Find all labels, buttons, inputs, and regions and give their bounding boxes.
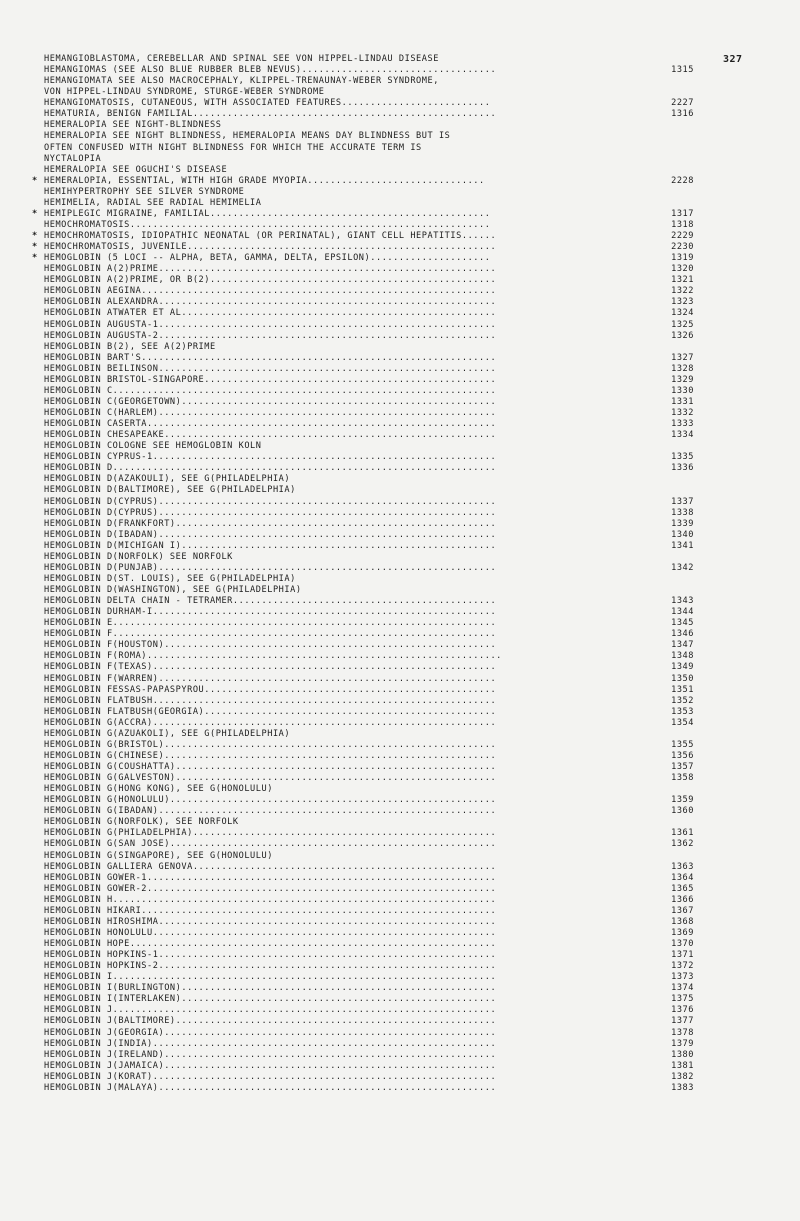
index-entry (44, 408, 718, 419)
entry-text: HEMOGLOBIN HIROSHIMA........................................................... (44, 916, 497, 927)
entry-number: 1335 (671, 452, 694, 463)
entry-text: HEMOGLOBIN H................................................................... (44, 894, 497, 905)
index-entry (44, 773, 718, 784)
index-entry (44, 264, 718, 275)
entry-text: HEMOGLOBIN C(GEORGETOWN)....................................................... (44, 396, 497, 407)
entry-text: NYCTALOPIA (44, 153, 102, 164)
entry-number: 1321 (671, 275, 694, 286)
entry-number: 1347 (671, 640, 694, 651)
entry-text: HEMOGLOBIN CHESAPEAKE.......................................................... (44, 430, 497, 441)
index-entry (32, 242, 718, 253)
entry-number: 1331 (671, 396, 694, 407)
index-entry (44, 120, 718, 131)
index-entry (44, 386, 718, 397)
index-entry (44, 485, 718, 496)
entry-number: 1329 (671, 374, 694, 385)
index-entry (44, 685, 718, 696)
index-entry (44, 463, 718, 474)
index-entry (44, 275, 718, 286)
entry-text: HEMOGLOBIN FLATBUSH............................................................ (44, 695, 497, 706)
entry-text: HEMOGLOBIN F(TEXAS)............................................................ (44, 662, 497, 673)
entry-text: HEMOGLOBIN G(ACCRA)............................................................ (44, 717, 497, 728)
index-entry (44, 828, 718, 839)
index-entry (44, 530, 718, 541)
entry-text: HEMOGLOBIN ATWATER ET AL....................................................... (44, 308, 497, 319)
entry-number: 1358 (671, 773, 694, 784)
entry-text: HEMIMELIA, RADIAL SEE RADIAL HEMIMELIA (44, 197, 262, 208)
index-entry (44, 762, 718, 773)
entry-text: HEMOGLOBIN FESSAS-PAPASPYROU................................................... (44, 684, 497, 695)
index-entry (44, 983, 718, 994)
entry-text: HEMANGIOBLASTOMA, CEREBELLAR AND SPINAL SEE VON HIPPEL-LINDAU DISEASE (44, 54, 439, 64)
entry-number: 1343 (671, 596, 694, 607)
index-entry (44, 331, 718, 342)
entry-text: HEMOGLOBIN HOPE................................................................ (44, 939, 497, 949)
index-entry (44, 65, 718, 76)
entry-number: 1376 (671, 1005, 694, 1016)
entry-text: HEMOGLOBIN D(CYPRUS)........................................................... (44, 496, 497, 507)
entry-number: 1330 (671, 385, 694, 396)
index-entry (44, 895, 718, 906)
entry-number: 1332 (671, 408, 694, 418)
index-entry (44, 98, 718, 109)
index-entry (44, 187, 718, 198)
index-entry (32, 175, 718, 187)
entry-text: HEMOGLOBIN E................................................................... (44, 618, 497, 629)
entry-text: HEMIPLEGIC MIGRAINE, FAMILIAL................................................. (44, 208, 491, 219)
entry-text: HEMOGLOBIN J(BALTIMORE)........................................................ (44, 1016, 497, 1027)
entry-number: 1381 (671, 1060, 694, 1071)
index-entry (44, 640, 718, 651)
entry-text: HEMOGLOBIN J(GEORGIA).......................................................... (44, 1027, 497, 1038)
entry-number: 1315 (671, 65, 694, 76)
index-entry (44, 375, 718, 386)
index-entry (44, 154, 718, 165)
index-entry (44, 1072, 718, 1083)
entry-text: HEMOGLOBIN B(2), SEE A(2)PRIME (44, 341, 216, 352)
index-entry (44, 508, 718, 519)
entry-number: 1382 (671, 1071, 694, 1082)
entry-text: HEMOGLOBIN C................................................................... (44, 385, 497, 396)
entry-marker: * (32, 242, 38, 253)
index-entry (44, 109, 718, 120)
entry-number: 2227 (671, 98, 694, 109)
entry-text: HEMOGLOBIN BART'S.............................................................. (44, 352, 497, 363)
entry-text: HEMOGLOBIN A(2)PRIME........................................................... (44, 264, 497, 275)
entry-text: HEMOGLOBIN J(JAMAICA).......................................................... (44, 1060, 497, 1071)
index-entry (44, 596, 718, 607)
entry-number: 1357 (671, 762, 694, 772)
entry-text: HEMERALOPIA, ESSENTIAL, WITH HIGH GRADE MYOPIA............................... (44, 175, 485, 186)
entry-number: 1365 (671, 883, 694, 894)
entry-number: 1338 (671, 507, 694, 518)
entry-text: HEMOGLOBIN G(GALVESTON)........................................................ (44, 773, 497, 784)
entry-text: HEMOGLOBIN FLATBUSH(GEORGIA)................................................... (44, 706, 497, 717)
index-entry (44, 552, 718, 563)
index-entry (44, 751, 718, 762)
index-entry (44, 607, 718, 618)
entry-number: 1322 (671, 286, 694, 297)
index-entry (44, 1061, 718, 1072)
index-entry (44, 972, 718, 983)
index-entry (44, 651, 718, 662)
entry-text: HEMOGLOBIN AUGUSTA-2........................................................... (44, 330, 497, 341)
index-entry (44, 441, 718, 452)
index-entry (44, 397, 718, 408)
entry-number: 1319 (671, 253, 694, 264)
entry-text: HEMOGLOBIN J................................................................... (44, 1005, 497, 1016)
entry-text: HEMOGLOBIN CASERTA............................................................. (44, 419, 497, 430)
entry-number: 2229 (671, 231, 694, 241)
entry-number: 1373 (671, 972, 694, 983)
entry-text: HEMOGLOBIN GOWER-2............................................................. (44, 883, 497, 894)
index-entry (44, 320, 718, 331)
entry-number: 1326 (671, 330, 694, 341)
entry-number: 1359 (671, 795, 694, 806)
entry-number: 1374 (671, 983, 694, 994)
entry-number: 1377 (671, 1016, 694, 1027)
index-entry (44, 541, 718, 552)
index-entry (44, 662, 718, 673)
entry-text: HEMOGLOBIN HOPKINS-2........................................................... (44, 961, 497, 972)
entry-text: HEMOCHROMATOSIS, IDIOPATHIC NEONATAL (OR PERINATAL), GIANT CELL HEPATITIS...... (44, 231, 497, 241)
index-entry (44, 784, 718, 795)
entry-text: HEMOGLOBIN AUGUSTA-1........................................................... (44, 319, 497, 330)
entry-number: 1328 (671, 363, 694, 374)
entry-text: HEMOGLOBIN COLOGNE SEE HEMOGLOBIN KOLN (44, 441, 262, 452)
entry-number: 1368 (671, 916, 694, 927)
index-entry (44, 729, 718, 740)
index-entry (44, 806, 718, 817)
entry-text: HEMANGIOMAS (SEE ALSO BLUE RUBBER BLEB NEVUS).................................. (44, 65, 497, 76)
entry-text: HEMOGLOBIN G(SINGAPORE), SEE G(HONOLULU) (44, 850, 273, 861)
entry-number: 1383 (671, 1082, 694, 1093)
entry-text: HEMOGLOBIN J(KORAT)............................................................ (44, 1071, 497, 1082)
entry-text: HEMANGIOMATOSIS, CUTANEOUS, WITH ASSOCIATED FEATURES.......................... (44, 98, 491, 109)
entry-text: HEMOGLOBIN F(HOUSTON).......................................................... (44, 640, 497, 651)
entry-number: 2230 (671, 242, 694, 253)
index-entry (44, 143, 718, 154)
entry-text: HEMOGLOBIN CYPRUS-1............................................................ (44, 452, 497, 463)
index-entry (44, 961, 718, 972)
index-entry (32, 231, 718, 242)
entry-text: HEMOGLOBIN GALLIERA GENOVA..................................................... (44, 861, 497, 872)
entry-text: HEMOGLOBIN D(FRANKFORT)........................................................ (44, 518, 497, 529)
entry-number: 1379 (671, 1038, 694, 1049)
index-entry (44, 87, 718, 98)
index-entry (44, 817, 718, 828)
entry-text: HEMOGLOBIN G(PHILADELPHIA)..................................................... (44, 828, 497, 839)
entry-text: HEMOGLOBIN G(BRISTOL).......................................................... (44, 739, 497, 750)
entry-number: 1380 (671, 1049, 694, 1060)
entry-text: HEMOGLOBIN D(NORFOLK) SEE NORFOLK (44, 551, 233, 562)
entry-marker: * (32, 231, 38, 241)
entry-number: 1364 (671, 872, 694, 883)
index-entry (44, 54, 718, 65)
entry-marker: * (32, 175, 38, 186)
index-entry (44, 795, 718, 806)
entry-text: HEMOCHROMATOSIS, JUVENILE...................................................... (44, 242, 497, 253)
entry-text: HEMOGLOBIN G(SAN JOSE)......................................................... (44, 839, 497, 850)
index-entry (44, 1005, 718, 1016)
entry-text: HEMOGLOBIN D(ST. LOUIS), SEE G(PHILADELPHIA) (44, 573, 296, 584)
entry-text: HEMOGLOBIN DELTA CHAIN - TETRAMER.............................................. (44, 596, 497, 607)
index-entry (44, 994, 718, 1005)
entry-text: HEMOGLOBIN I(BURLINGTON)....................................................... (44, 983, 497, 994)
index-entry (44, 917, 718, 928)
entry-text: HEMOGLOBIN F(WARREN)........................................................... (44, 673, 497, 684)
entry-number: 1363 (671, 861, 694, 872)
entry-text: HEMERALOPIA SEE OGUCHI'S DISEASE (44, 164, 228, 175)
entry-text: HEMOGLOBIN GOWER-1............................................................. (44, 872, 497, 883)
index-entry (44, 563, 718, 574)
entry-text: HEMOGLOBIN D(MICHIGAN I)....................................................... (44, 540, 497, 551)
index-entry (44, 519, 718, 530)
index-entry (44, 474, 718, 485)
entry-text: HEMOCHROMATOSIS............................................................... (44, 219, 491, 230)
entry-text: HEMOGLOBIN J(IRELAND).......................................................... (44, 1049, 497, 1060)
index-entry (44, 928, 718, 939)
entry-text: HEMOGLOBIN G(NORFOLK), SEE NORFOLK (44, 817, 239, 828)
entry-marker: * (32, 253, 38, 264)
index-entry (44, 950, 718, 961)
entry-text: HEMANGIOMATA SEE ALSO MACROCEPHALY, KLIPPEL-TRENAUNAY-WEBER SYNDROME, (44, 76, 439, 87)
index-entry (44, 906, 718, 917)
entry-text: HEMOGLOBIN ALEXANDRA........................................................... (44, 297, 497, 308)
index-entry (44, 939, 718, 950)
entry-number: 1367 (671, 905, 694, 916)
index-entry (44, 839, 718, 850)
index-entry (44, 862, 718, 873)
entry-text: HEMOGLOBIN D................................................................... (44, 463, 497, 474)
index-entry (44, 884, 718, 895)
index-entry (44, 452, 718, 463)
entry-marker: * (32, 208, 38, 219)
entry-number: 1336 (671, 463, 694, 474)
index-entry (44, 585, 718, 596)
entry-number: 1349 (671, 662, 694, 673)
entry-text: HEMIHYPERTROPHY SEE SILVER SYNDROME (44, 186, 245, 197)
index-entry (44, 342, 718, 353)
entry-text: HEMOGLOBIN G(AZUAKOLI), SEE G(PHILADELPHIA) (44, 728, 291, 739)
entry-number: 1354 (671, 717, 694, 728)
entry-text: OFTEN CONFUSED WITH NIGHT BLINDNESS FOR WHICH THE ACCURATE TERM IS (44, 142, 422, 153)
entry-number: 1378 (671, 1027, 694, 1038)
index-entry (44, 1050, 718, 1061)
entry-number: 1337 (671, 496, 694, 507)
entry-text: HEMOGLOBIN F................................................................... (44, 629, 497, 640)
entry-number: 1339 (671, 518, 694, 529)
index-entry (44, 707, 718, 718)
entry-number: 1370 (671, 939, 694, 949)
entry-text: HEMOGLOBIN D(PUNJAB)........................................................... (44, 562, 497, 573)
entry-number: 1316 (671, 109, 694, 120)
entry-number: 1362 (671, 839, 694, 850)
index-entry (44, 297, 718, 308)
entry-text: HEMOGLOBIN I(INTERLAKEN)....................................................... (44, 994, 497, 1005)
index-entry (44, 419, 718, 430)
entry-text: HEMOGLOBIN HONOLULU............................................................ (44, 927, 497, 938)
index-entry (44, 364, 718, 375)
index-entry (44, 430, 718, 441)
page-number: 327 (723, 54, 743, 65)
entry-number: 1324 (671, 308, 694, 319)
entry-text: HEMOGLOBIN J(INDIA)............................................................ (44, 1038, 497, 1049)
entry-text: VON HIPPEL-LINDAU SYNDROME, STURGE-WEBER SYNDROME (44, 87, 325, 98)
entry-number: 1320 (671, 264, 694, 275)
entry-text: HEMATURIA, BENIGN FAMILIAL..................................................... (44, 109, 497, 120)
entry-text: HEMOGLOBIN HIKARI.............................................................. (44, 905, 497, 916)
entry-text: HEMERALOPIA SEE NIGHT-BLINDNESS (44, 120, 222, 131)
entry-number: 1346 (671, 629, 694, 640)
entry-text: HEMOGLOBIN BRISTOL-SINGAPORE................................................... (44, 374, 497, 385)
index-entry (44, 1016, 718, 1027)
entry-text: HEMERALOPIA SEE NIGHT BLINDNESS, HEMERALOPIA MEANS DAY BLINDNESS BUT IS (44, 131, 451, 142)
index-entry (44, 851, 718, 862)
entry-number: 1345 (671, 618, 694, 629)
index-entry (44, 1028, 718, 1039)
entry-number: 1350 (671, 673, 694, 684)
index-entry (44, 740, 718, 751)
entry-number: 1351 (671, 684, 694, 695)
index-entry (44, 696, 718, 707)
entry-number: 1375 (671, 994, 694, 1005)
index-entry (32, 208, 718, 220)
entry-number: 1318 (671, 219, 694, 230)
entry-text: HEMOGLOBIN D(WASHINGTON), SEE G(PHILADELPHIA) (44, 585, 302, 595)
entry-text: HEMOGLOBIN HOPKINS-1........................................................... (44, 950, 497, 961)
entry-number: 1372 (671, 961, 694, 972)
index-entry (44, 1039, 718, 1050)
index-entry (44, 165, 718, 176)
index-entry (44, 76, 718, 87)
entry-text: HEMOGLOBIN A(2)PRIME, OR B(2).................................................. (44, 275, 497, 286)
entry-number: 1323 (671, 297, 694, 308)
entry-number: 1327 (671, 352, 694, 363)
entry-number: 1355 (671, 739, 694, 750)
index-entry (44, 1083, 718, 1094)
entry-number: 1352 (671, 695, 694, 706)
entry-text: HEMOGLOBIN BEILINSON........................................................... (44, 363, 497, 374)
entry-text: HEMOGLOBIN G(HONOLULU)......................................................... (44, 795, 497, 806)
index-entry (44, 674, 718, 685)
entry-text: HEMOGLOBIN D(BALTIMORE), SEE G(PHILADELPHIA) (44, 485, 296, 496)
entry-text: HEMOGLOBIN G(IBADAN)........................................................... (44, 806, 497, 817)
entry-text: HEMOGLOBIN I................................................................... (44, 972, 497, 983)
entry-number: 2228 (671, 175, 694, 186)
entry-text: HEMOGLOBIN G(CHINESE).......................................................... (44, 750, 497, 761)
index-entry (44, 497, 718, 508)
index-entry (44, 308, 718, 319)
entry-number: 1371 (671, 950, 694, 961)
entry-number: 1353 (671, 706, 694, 717)
index-entry (44, 873, 718, 884)
entry-number: 1333 (671, 419, 694, 430)
entry-number: 1356 (671, 750, 694, 761)
entry-text: HEMOGLOBIN F(ROMA).............................................................. (44, 651, 502, 662)
entry-text: HEMOGLOBIN J(MALAYA)........................................................... (44, 1082, 497, 1093)
entry-text: HEMOGLOBIN D(CYPRUS)........................................................... (44, 507, 497, 518)
index-entry (44, 220, 718, 231)
index-entry (44, 718, 718, 729)
entry-number: 1360 (671, 806, 694, 817)
entry-number: 1325 (671, 319, 694, 330)
index-entry (44, 618, 718, 629)
entry-text: HEMOGLOBIN D(AZAKOULI), SEE G(PHILADELPHIA) (44, 474, 291, 485)
entry-text: HEMOGLOBIN C(HARLEM)........................................................... (44, 408, 497, 418)
entry-number: 1366 (671, 894, 694, 905)
entry-text: HEMOGLOBIN G(HONG KONG), SEE G(HONOLULU) (44, 784, 273, 795)
entry-number: 1361 (671, 828, 694, 839)
index-entry (44, 131, 718, 142)
index-entry (44, 353, 718, 364)
entry-text: HEMOGLOBIN D(IBADAN)........................................................... (44, 529, 497, 540)
entry-number: 1334 (671, 430, 694, 441)
entry-number: 1341 (671, 540, 694, 551)
entry-text: HEMOGLOBIN DURHAM-I............................................................ (44, 607, 497, 618)
index-entry (32, 253, 718, 264)
index-entry (44, 198, 718, 209)
entry-number: 1342 (671, 562, 694, 573)
entry-number: 1340 (671, 529, 694, 540)
entry-number: 1317 (671, 208, 694, 219)
entry-text: HEMOGLOBIN G(COUSHATTA)........................................................ (44, 762, 497, 772)
entry-text: HEMOGLOBIN (5 LOCI -- ALPHA, BETA, GAMMA, DELTA, EPSILON)..................... (44, 253, 491, 264)
index-entry (44, 629, 718, 640)
entry-number: 1369 (671, 927, 694, 938)
index-entry (44, 286, 718, 297)
entry-text: HEMOGLOBIN AEGINA.............................................................. (44, 286, 497, 297)
entry-number: 1344 (671, 607, 694, 618)
index-entries (32, 54, 718, 1094)
entry-number: 1348 (671, 651, 694, 662)
index-entry (44, 574, 718, 585)
